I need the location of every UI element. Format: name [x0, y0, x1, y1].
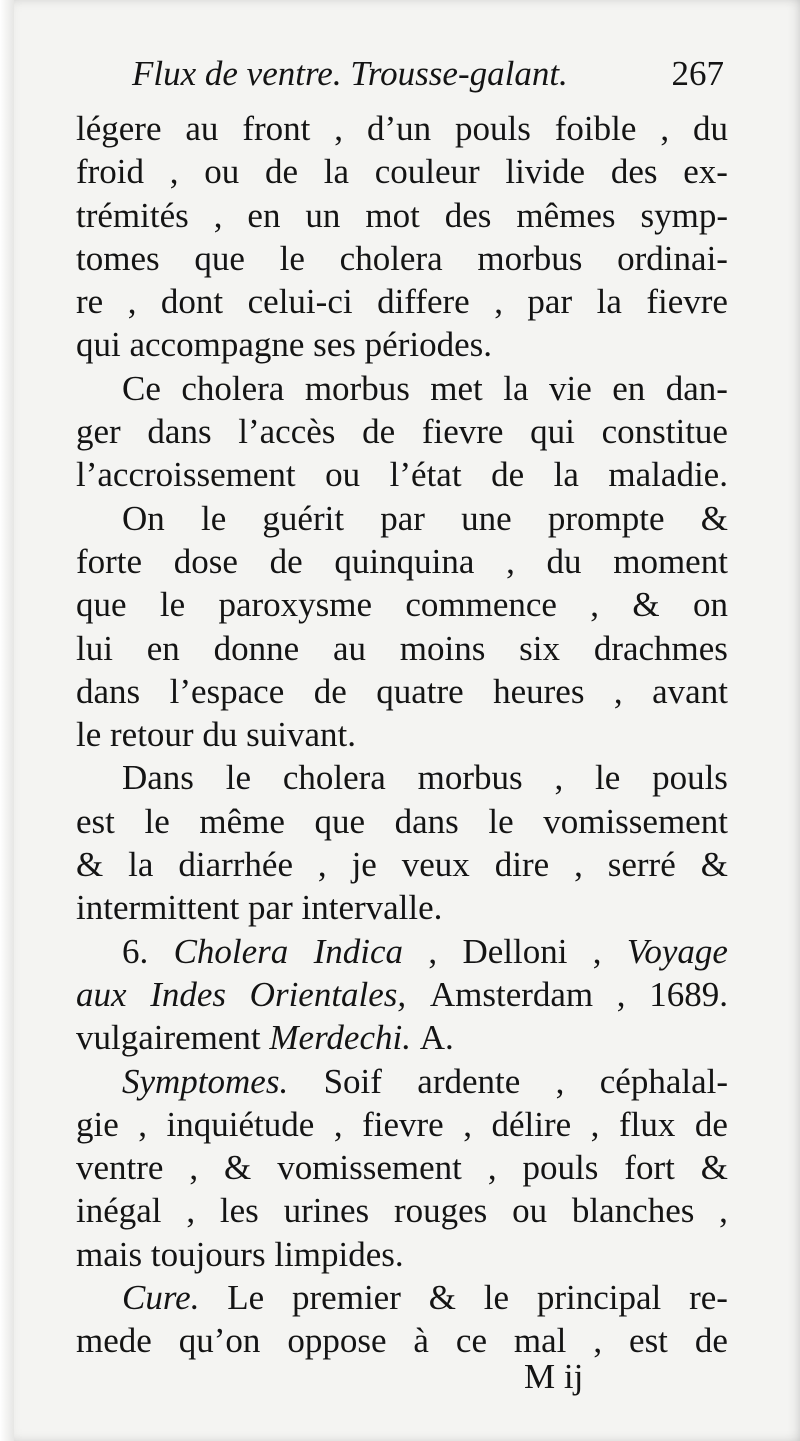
word: froid: [76, 152, 145, 192]
word: que: [76, 585, 127, 625]
word: dont: [160, 282, 224, 322]
page-edge: [0, 0, 14, 1441]
word: ,: [428, 931, 438, 971]
word: ,: [186, 1191, 196, 1231]
word: périodes.: [364, 325, 492, 365]
word: du: [692, 109, 728, 148]
word: principal: [536, 1278, 662, 1318]
word: des: [444, 195, 492, 235]
word: le: [279, 238, 305, 278]
word: cholera: [181, 368, 285, 408]
page-number: 267: [671, 54, 724, 93]
word: Ce: [122, 368, 161, 408]
word: l’espace: [169, 671, 285, 711]
word: symp-: [640, 195, 728, 235]
word: ,: [334, 109, 344, 148]
word: trémités: [76, 195, 189, 235]
word: Orientales,: [249, 974, 407, 1014]
word: du: [546, 541, 582, 581]
text-line: [76, 540, 728, 583]
word: que: [314, 801, 366, 841]
word: ventre: [76, 1148, 164, 1188]
word: front: [242, 109, 311, 148]
text-line: [76, 497, 728, 540]
word: Voyage: [626, 931, 728, 971]
word: vulgairement: [76, 1018, 261, 1058]
word: le: [483, 1278, 510, 1318]
running-title: Flux de ventre. Trousse-galant.: [132, 54, 568, 93]
word: ,: [593, 1321, 603, 1361]
word: flux: [618, 1104, 676, 1144]
word: ,: [616, 974, 626, 1014]
word: fort: [624, 1148, 675, 1188]
running-header: [132, 52, 732, 96]
word: cholera: [339, 238, 443, 278]
word: la: [323, 152, 349, 192]
word: de: [362, 412, 396, 452]
word: Dans: [122, 758, 194, 798]
word: blanches: [571, 1191, 695, 1231]
word: céphalal-: [599, 1061, 728, 1101]
word: ,: [506, 541, 515, 581]
word: on: [692, 585, 728, 625]
word: l’état: [389, 455, 462, 495]
text-line: [76, 583, 728, 626]
word: serré: [607, 845, 676, 885]
word: six: [519, 628, 561, 668]
word: suivant.: [246, 715, 356, 755]
word: Delloni: [462, 931, 568, 971]
word: heures: [493, 671, 585, 711]
word: Le: [227, 1278, 265, 1318]
text-line: [76, 107, 728, 150]
word: fievre: [362, 1104, 444, 1144]
word: ,: [592, 931, 602, 971]
word: de: [694, 1321, 728, 1361]
word: moins: [399, 628, 486, 668]
word: ce: [455, 1321, 487, 1361]
word: ,: [213, 195, 223, 235]
text-line: [76, 800, 728, 843]
word: des: [610, 152, 658, 192]
text-line: [76, 150, 728, 193]
word: donne: [213, 628, 300, 668]
text-line: [76, 1189, 728, 1232]
word: celui-ci: [247, 282, 353, 322]
word: inquiétude: [166, 1104, 315, 1144]
word: ger: [76, 412, 121, 452]
word: mot: [365, 195, 420, 235]
word: &: [76, 845, 104, 885]
word: Soif: [323, 1061, 382, 1101]
word: en: [146, 628, 180, 668]
word: Cure.: [122, 1278, 200, 1318]
word: premier: [292, 1278, 401, 1318]
word: Symptomes.: [122, 1061, 289, 1101]
word: l’accès: [238, 412, 336, 452]
word: cholera: [282, 758, 386, 798]
word: mais: [76, 1234, 143, 1274]
word: ,: [333, 1104, 343, 1144]
word: ou: [325, 455, 361, 495]
word: dans: [76, 671, 141, 711]
word: accompagne: [129, 325, 305, 365]
word: fievre: [646, 282, 728, 322]
word: dans: [147, 412, 212, 452]
word: limpides.: [274, 1234, 404, 1274]
word: re-: [689, 1278, 728, 1318]
word: ,: [590, 585, 600, 625]
word: inégal: [76, 1191, 162, 1231]
word: le: [159, 585, 186, 625]
word: &: [224, 1148, 252, 1188]
word: par: [527, 282, 573, 322]
word: aux: [76, 974, 127, 1014]
word: ses: [313, 325, 356, 365]
word: gie: [76, 1104, 119, 1144]
word: la: [503, 368, 529, 408]
word: une: [461, 498, 512, 538]
word: morbus: [477, 238, 583, 278]
word: l’accroissement: [76, 455, 296, 495]
word: diarrhée: [178, 845, 293, 885]
text-line: [76, 756, 728, 799]
word: quatre: [376, 671, 464, 711]
text-line: [76, 410, 728, 453]
word: ,: [317, 845, 327, 885]
text-line: [76, 323, 728, 366]
word: prompte: [547, 498, 665, 538]
word: ,: [494, 282, 503, 322]
word: dose: [173, 541, 238, 581]
text-line: [76, 886, 728, 929]
word: en: [247, 195, 281, 235]
word: vomissement: [543, 801, 728, 841]
word: ,: [169, 152, 179, 192]
word: qu’on: [178, 1321, 261, 1361]
text-line: [76, 1103, 728, 1146]
word: avant: [652, 671, 728, 711]
word: à: [413, 1321, 429, 1361]
word: paroxysme: [218, 585, 373, 625]
text-line: [76, 973, 728, 1016]
text-line: [76, 930, 728, 973]
text-line: [76, 194, 728, 237]
word: pouls: [652, 758, 728, 798]
word: mêmes: [516, 195, 616, 235]
word: differe: [377, 282, 470, 322]
word: morbus: [417, 758, 523, 798]
word: mede: [76, 1321, 152, 1361]
word: de: [491, 455, 525, 495]
word: ,: [127, 282, 137, 322]
word: Cholera: [173, 931, 289, 971]
text-line: [76, 1016, 728, 1059]
word: maladie.: [608, 455, 728, 495]
word: vomissement: [277, 1148, 462, 1188]
text-line: [76, 713, 728, 756]
word: la: [553, 455, 579, 495]
word: ,: [487, 1148, 497, 1188]
signature-mark: M ij: [524, 1357, 584, 1396]
word: ,: [613, 671, 623, 711]
word: de: [694, 1104, 728, 1144]
word: Indica: [313, 931, 404, 971]
word: 1689.: [649, 974, 728, 1014]
body-text: [76, 107, 728, 1363]
word: Amsterdam: [429, 974, 594, 1014]
word: ,: [554, 758, 564, 798]
word: ,: [660, 109, 670, 148]
word: re: [76, 282, 104, 322]
word: &: [700, 498, 728, 538]
word: en: [612, 368, 646, 408]
word: ,: [189, 1148, 199, 1188]
word: est: [76, 801, 115, 841]
word: au: [332, 628, 366, 668]
word: est: [629, 1321, 668, 1361]
word: A.: [419, 1018, 454, 1058]
word: intermittent: [76, 888, 240, 928]
text-line: [76, 1319, 728, 1362]
word: couleur: [374, 152, 480, 192]
text-line: [76, 627, 728, 670]
word: lui: [76, 628, 113, 668]
word: la: [128, 845, 154, 885]
word: veux: [401, 845, 470, 885]
word: dans: [394, 801, 459, 841]
word: &: [428, 1278, 456, 1318]
word: le: [144, 801, 170, 841]
word: guérit: [262, 498, 345, 538]
word: drachmes: [593, 628, 728, 668]
word: délire: [491, 1104, 572, 1144]
word: oppose: [287, 1321, 387, 1361]
word: d’un: [366, 109, 432, 148]
word: Merdechi.: [269, 1018, 411, 1058]
word: par: [380, 498, 425, 538]
word: pouls: [455, 109, 531, 148]
word: livide: [505, 152, 586, 192]
text-line: [76, 1060, 728, 1103]
word: mal: [513, 1321, 567, 1361]
word: &: [700, 845, 728, 885]
word: ordinai-: [617, 238, 728, 278]
word: qui: [530, 412, 575, 452]
word: ardente: [417, 1061, 521, 1101]
word: le: [488, 801, 514, 841]
word: de: [269, 541, 303, 581]
word: le: [200, 498, 227, 538]
word: la: [596, 282, 622, 322]
word: ou: [512, 1191, 548, 1231]
word: le: [595, 758, 621, 798]
word: moment: [613, 541, 728, 581]
text-line: [76, 1276, 728, 1319]
word: du: [202, 715, 238, 755]
word: de: [264, 152, 298, 192]
word: &: [700, 1148, 728, 1188]
word: ,: [555, 1061, 565, 1101]
word: par: [248, 888, 293, 928]
word: ,: [590, 1104, 600, 1144]
word: ,: [574, 845, 583, 885]
text-line: [76, 453, 728, 496]
word: un: [305, 195, 341, 235]
word: tomes: [76, 238, 160, 278]
word: ,: [138, 1104, 148, 1144]
word: qui: [76, 325, 121, 365]
word: 6.: [122, 931, 149, 971]
word: même: [199, 801, 285, 841]
word: met: [430, 368, 483, 408]
text-line: [76, 280, 728, 323]
word: forte: [76, 541, 143, 581]
word: On: [122, 498, 165, 538]
word: fievre: [421, 412, 504, 452]
word: que: [194, 238, 245, 278]
word: intervalle.: [301, 888, 443, 928]
word: le: [76, 715, 102, 755]
word: ex-: [683, 152, 728, 192]
text-line: [76, 237, 728, 280]
word: ,: [719, 1191, 728, 1231]
text-line: [76, 670, 728, 713]
word: commence: [405, 585, 557, 625]
word: les: [219, 1191, 259, 1231]
word: vie: [548, 368, 592, 408]
word: rouges: [393, 1191, 488, 1231]
word: pouls: [522, 1148, 599, 1188]
word: &: [632, 585, 660, 625]
text-line: [76, 1233, 728, 1276]
word: quinquina: [334, 541, 475, 581]
text-line: [76, 367, 728, 410]
word: retour: [110, 715, 194, 755]
word: toujours: [150, 1234, 266, 1274]
text-line: [76, 843, 728, 886]
word: foible: [554, 109, 637, 148]
word: dan-: [665, 368, 728, 408]
word: urines: [283, 1191, 370, 1231]
word: légere: [76, 109, 162, 148]
text-line: [76, 1146, 728, 1189]
word: ,: [463, 1104, 472, 1144]
word: morbus: [304, 368, 410, 408]
word: de: [313, 671, 347, 711]
word: constitue: [601, 412, 728, 452]
word: je: [351, 845, 377, 885]
word: dire: [494, 845, 550, 885]
word: ou: [204, 152, 240, 192]
word: le: [225, 758, 252, 798]
word: au: [185, 109, 219, 148]
word: Indes: [150, 974, 227, 1014]
